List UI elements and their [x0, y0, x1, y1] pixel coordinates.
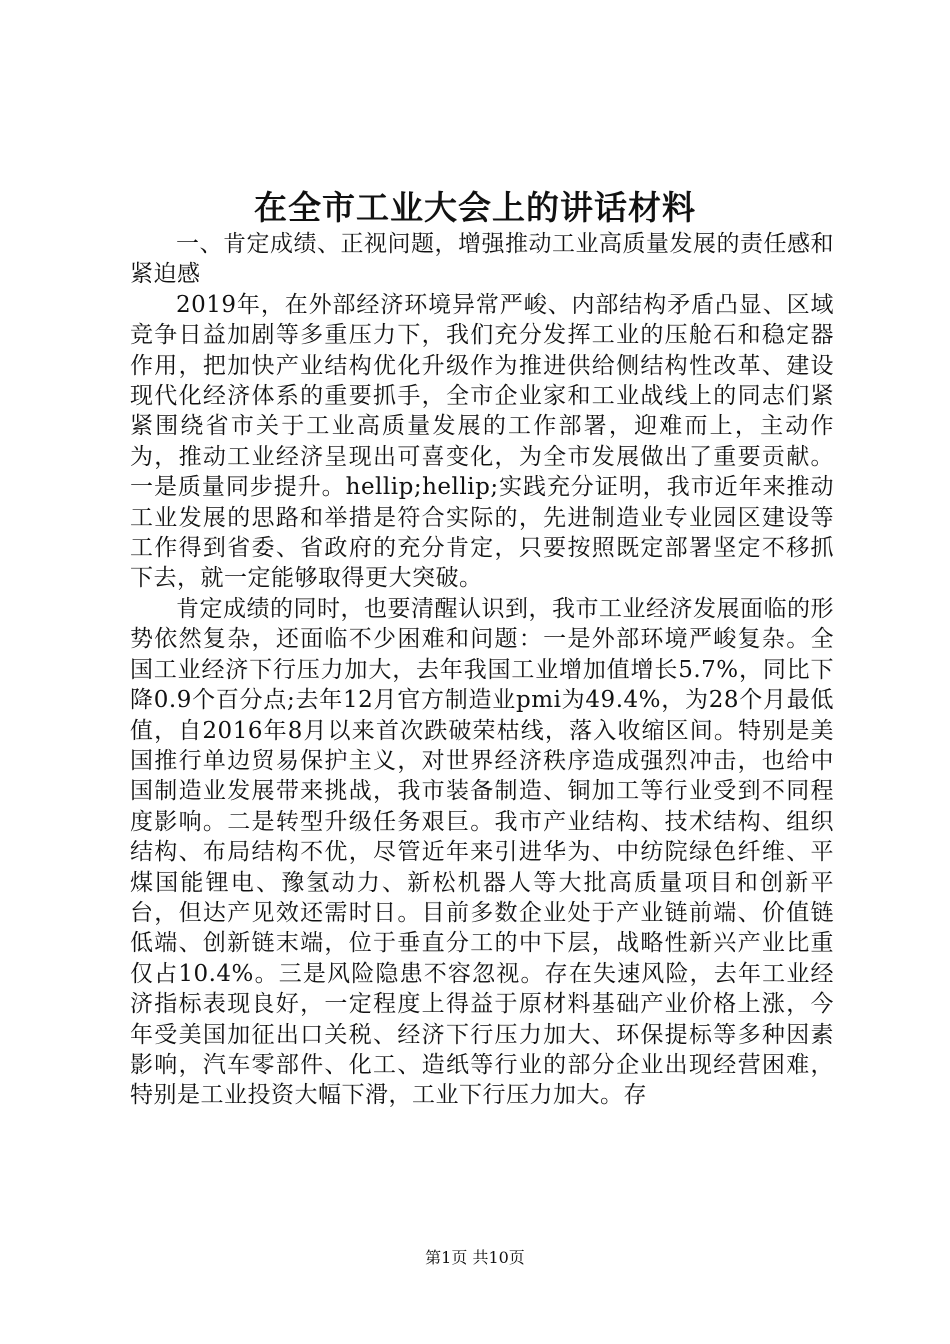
document-body — [130, 229, 834, 1111]
paragraph-problems: 肯定成绩的同时，也要清醒认识到，我市工业经济发展面临的形势依然复杂，还面临不少困难和问题：一是外部环境严峻复杂。全国工业经济下行压力加大，去年我国工业增加值增长5.7%，同比下降0.9个百分点;去年12月官方制造业pmi为49.4%，为28个月最低值，自2016年8月以来首次跌破荣枯线，落入收缩区间。特别是美国推行单边贸易保护主义，对世界经济秩序造成强烈冲击，也给中国制造业发展带来挑战，我市装备制造、铜加工等行业受到不同程度影响。二是转型升级任务艰巨。我市产业结构、技术结构、组织结构、布局结构不优，尽管近年来引进华为、中纺院绿色纤维、平煤国能锂电、豫氢动力、新松机器人等大批高质量项目和创新平台，但达产见效还需时日。目前多数企业处于产业链前端、价值链低端、创新链末端，位于垂直分工的中下层，战略性新兴产业比重仅占10.4%。三是风险隐患不容忽视。存在失速风险，去年工业经济指标表现良好，一定程度上得益于原材料基础产业价格上涨，今年受美国加征出口关税、经济下行压力加大、环保提标等多种因素影响，汽车零部件、化工、造纸等行业的部分企业出现经营困难，特别是工业投资大幅下滑，工业下行压力加大。存 — [130, 595, 834, 1109]
page-footer: 第1页 共10页 — [425, 1248, 525, 1267]
section-heading: 一、肯定成绩、正视问题，增强推动工业高质量发展的责任感和紧迫感 — [130, 231, 834, 288]
document-title: 在全市工业大会上的讲话材料 — [254, 188, 696, 227]
paragraph-achievements: 2019年，在外部经济环境异常严峻、内部结构矛盾凸显、区域竞争日益加剧等多重压力下，我们充分发挥工业的压舱石和稳定器作用，把加快产业结构优化升级作为推进供给侧结构性改革、建设现代化经济体系的重要抓手，全市企业家和工业战线上的同志们紧紧围绕省市关于工业高质量发展的工作部署，迎难而上，主动作为，推动工业经济呈现出可喜变化，为全市发展做出了重要贡献。一是质量同步提升。hellip;hellip;实践充分证明，我市近年来推动工业发展的思路和举措是符合实际的，先进制造业专业园区建设等工作得到省委、省政府的充分肯定，只要按照既定部署坚定不移抓下去，就一定能够取得更大突破。 — [130, 291, 834, 592]
